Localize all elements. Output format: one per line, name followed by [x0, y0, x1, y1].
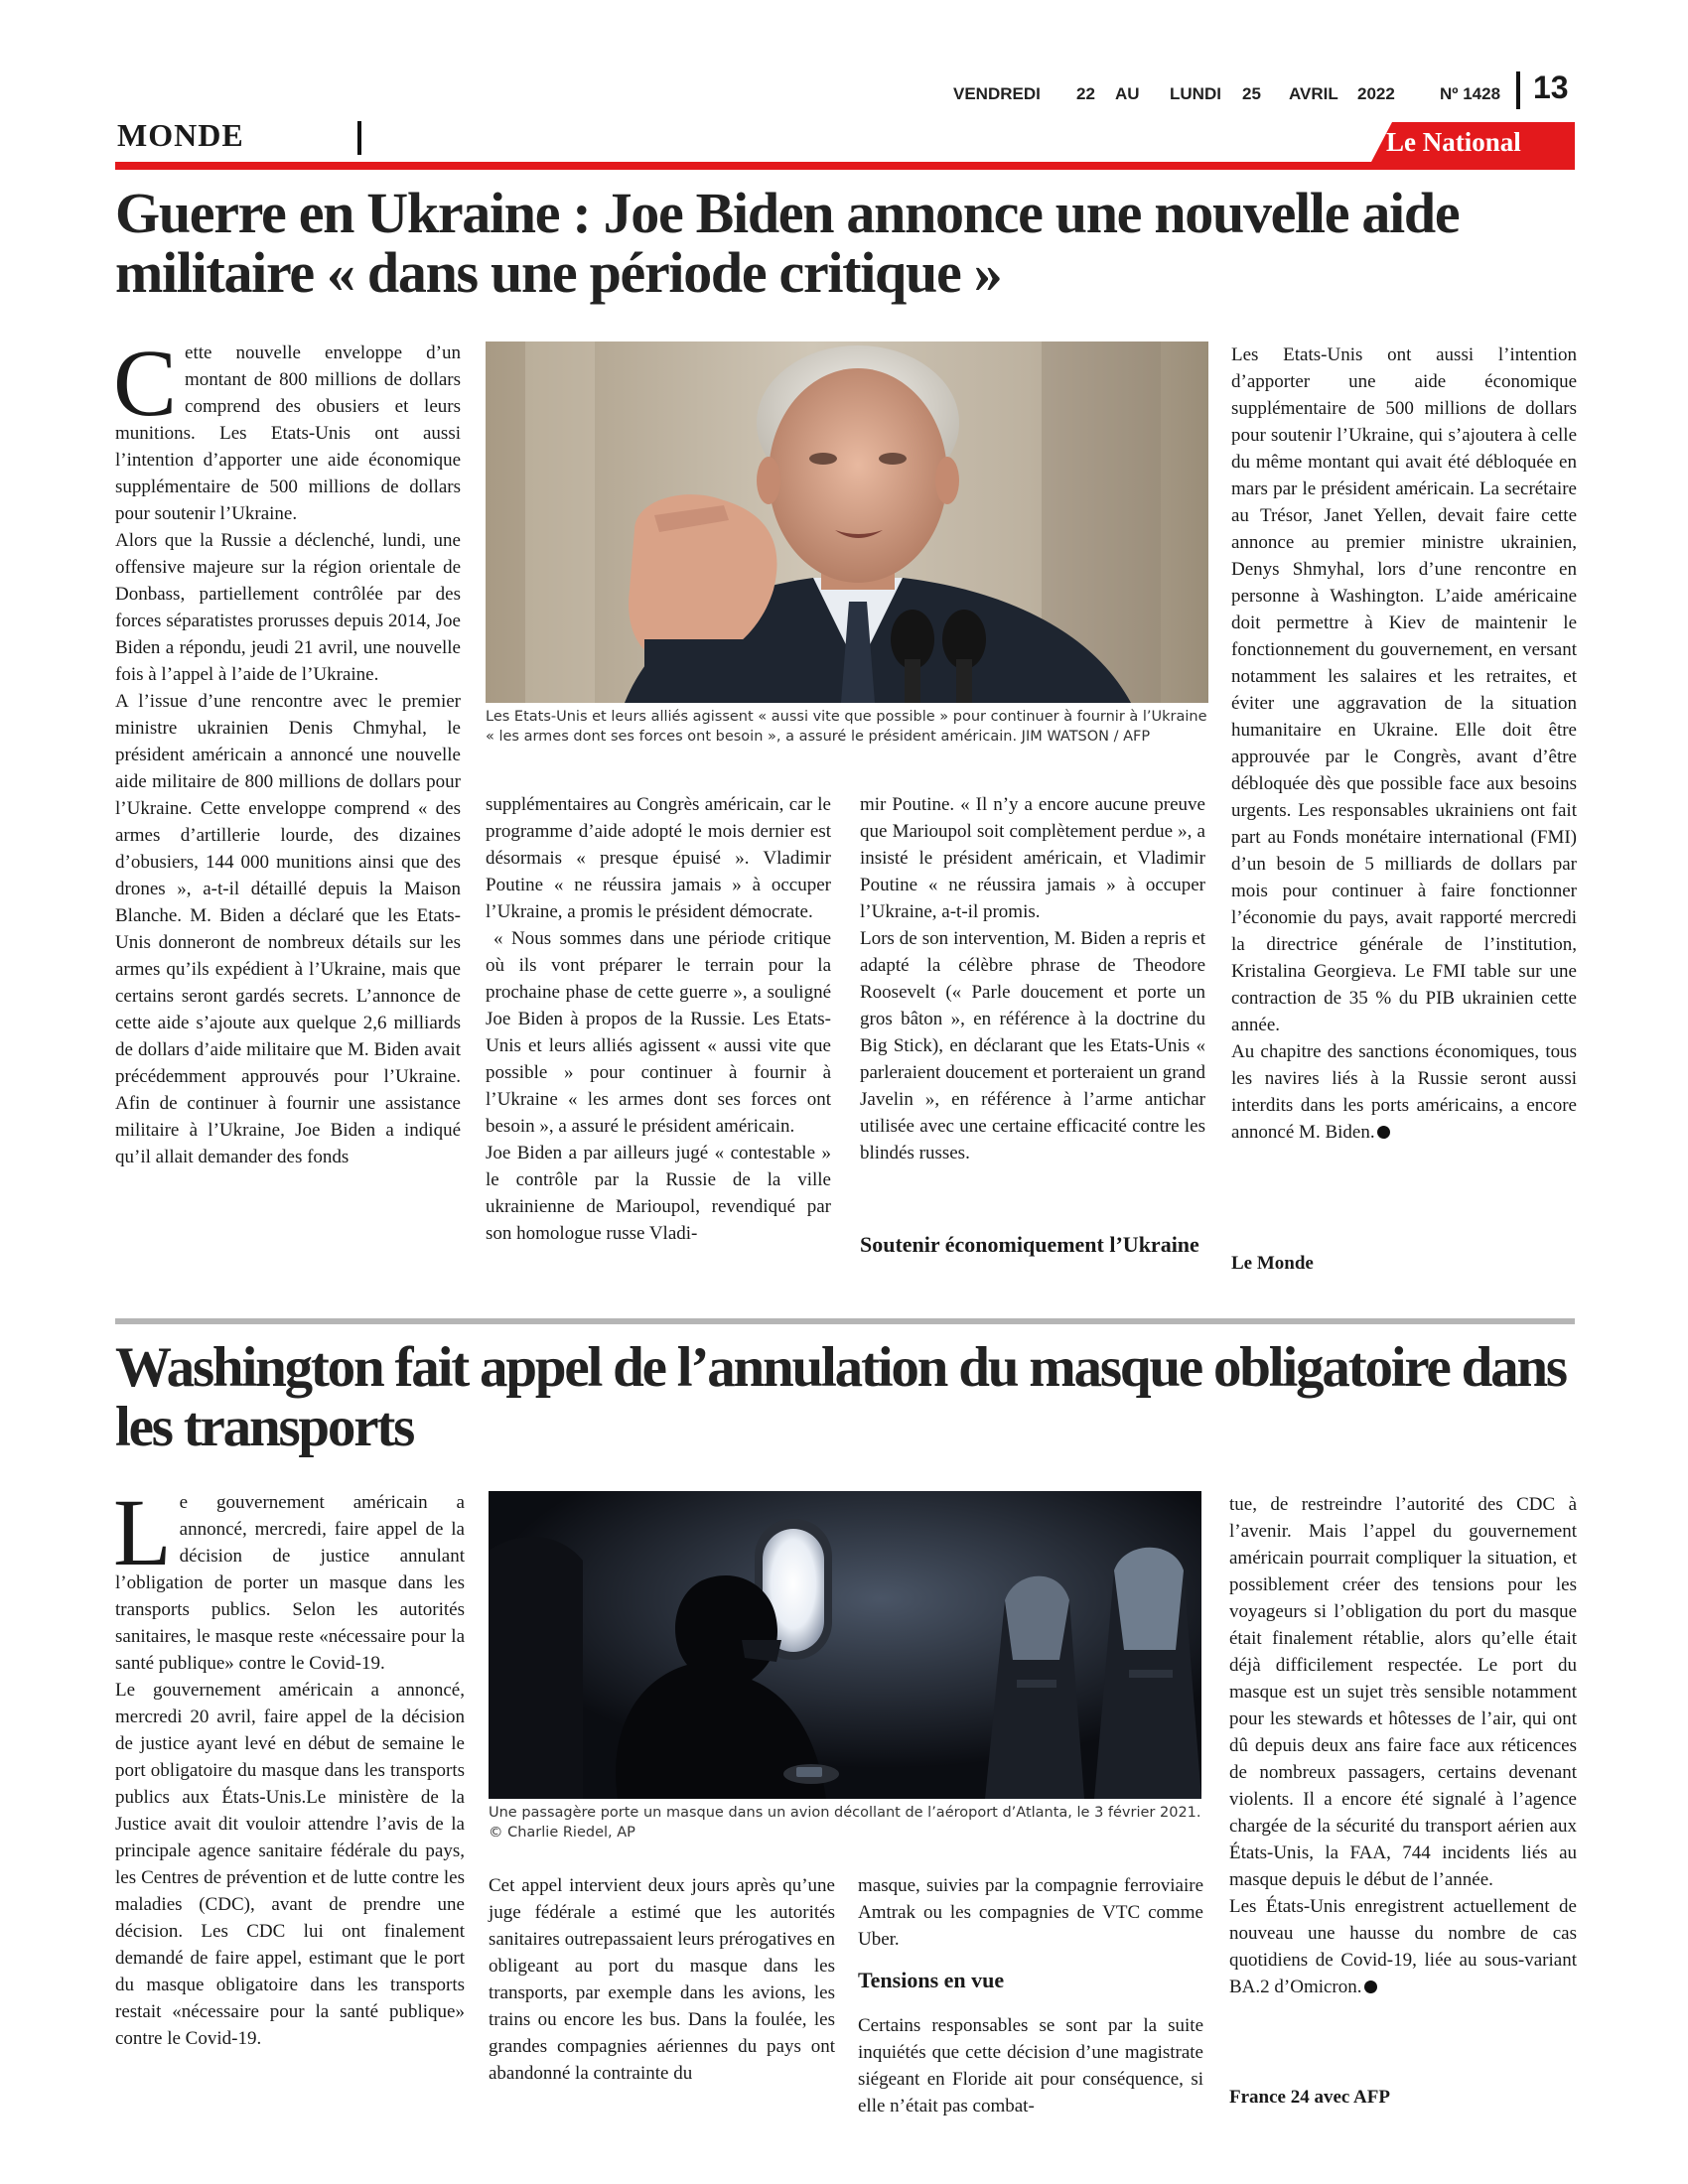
article2-column-3b	[858, 2012, 1203, 2119]
article2-col3-p1: masque, suivies par la compagnie ferroviaire Amtrak ou les compagnies de VTC comme Uber.	[858, 1875, 1203, 1950]
article2-col4-p2-text: Les États-Unis enregistrent actuellement de nouveau une hausse du nombre de cas quotidiens de Covid-19, liée au sous-variant BA.2 d’Omicron.	[1229, 1896, 1577, 1997]
article1-col1-p2: Alors que la Russie a déclenché, lundi, une offensive majeure sur la région orientale de Donbass, partiellement contrôlée par des forces séparatistes prorusses depuis 2014, Joe Biden a répondu, jeudi 21 avril, une nouvelle fois à l’appel à l’aide de l’Ukraine.	[115, 530, 461, 685]
article1-column-4	[1231, 341, 1577, 1146]
date-number-from: 22	[1076, 84, 1095, 103]
article1-photo-caption: Les Etats-Unis et leurs alliés agissent « aussi vite que possible » pour continuer à fournir à l’Ukraine « les armes dont ses forces ont besoin », a assuré le président américain. JIM WATSON / AFP	[486, 709, 1207, 745]
article2-column-4	[1229, 1491, 1577, 2000]
article1-col2-p3: Joe Biden a par ailleurs jugé « contestable » le contrôle par la Russie de la ville ukrainienne de Marioupol, revendiqué par son homologue russe Vladi-	[486, 1143, 831, 1244]
article1-col2-p1: supplémentaires au Congrès américain, car le programme d’aide adopté le mois dernier est désormais « presque épuisé ». Vladimir Poutine « ne réussira jamais » à occuper l’Ukraine, a promis le président démocrate.	[486, 794, 831, 922]
article1-subheading: Soutenir économiquement l’Ukraine	[860, 1232, 1199, 1257]
article1-col4-p1: Les Etats-Unis ont aussi l’intention d’apporter une aide économique supplémentaire de 500 millions de dollars pour soutenir l’Ukraine, qui s’ajoutera à celle du même montant qui avait été débloquée en mars par le président américain. La secrétaire au Trésor, Janet Yellen, devait faire cette annonce au premier ministre ukrainien, Denys Shmyhal, lors d’une rencontre en personne à Washington. L’aide américaine doit permettre à Kiev de maintenir le fonctionnement du gouvernement, en versant notamment les salaires et les retraites, et éviter une aggravation de la situation humanitaire en Ukraine. Elle doit être approuvée par le Congrès, avant d’être débloquée dès que possible face aux besoins urgents. Les responsables ukrainiens ont fait part au Fonds monétaire international (FMI) d’un besoin de 5 milliards de dollars par mois pour continuer à faire fonctionner l’économie du pays, avait rapporté mercredi la directrice générale de l’institution, Kristalina Georgieva. Le FMI table sur une contraction de 35 % du PIB ukrainien cette année.	[1231, 344, 1577, 1035]
article1-paragraph	[113, 330, 461, 527]
biden-photo	[486, 341, 1208, 703]
article2-col1-p2: Le gouvernement américain a annoncé, mercredi 20 avril, faire appel de la décision de justice ayant levé en début de semaine le port obligatoire du masque dans les transports publics aux États-Unis.Le ministère de la Justice avait dit vouloir attendre l’avis de la principale agence sanitaire fédérale du pays, les Centres de prévention et de lutte contre les maladies (CDC), avant de prendre une décision. Les CDC lui ont finalement demandé de faire appel, estimant que le port du masque obligatoire dans les transports restait «nécessaire pour la santé publique» contre le Covid-19.	[115, 1680, 465, 2049]
article1-col3-p2: Lors de son intervention, M. Biden a repris et adapté la célèbre phrase de Theodore Roosevelt (« Parle doucement et porte un gros bâton », en référence à la doctrine du Big Stick), en déclarant que les Etats-Unis « parleraient doucement et porteraient un grand Javelin », en référence à l’arme antichar utilisée avec une certaine efficacité contre les blindés russes.	[860, 928, 1205, 1163]
article2-photo-caption: Une passagère porte un masque dans un avion décollant de l’aéroport d’Atlanta, le 3 février 2021. © Charlie Riedel, AP	[489, 1805, 1201, 1841]
article1-dropcap: C	[113, 330, 178, 436]
article2-signature: France 24 avec AFP	[1229, 2087, 1390, 2108]
article2-column-1	[113, 1479, 465, 2052]
article1-col2-p2: « Nous sommes dans une période critique où ils vont préparer le terrain pour la prochaine phase de cette guerre », a souligné Joe Biden à propos de la Russie. Les Etats-Unis et leurs alliés agissent « aussi vite que possible » pour continuer à fournir à l’Ukraine « les armes dont ses forces ont besoin », a assuré le président américain.	[486, 928, 831, 1137]
page-number: 13	[1533, 69, 1569, 105]
article2-col4-p2	[1229, 1893, 1577, 2000]
date-month: AVRIL	[1289, 84, 1338, 103]
airplane-passenger-photo	[489, 1491, 1201, 1799]
date-day-to: LUNDI	[1170, 84, 1221, 103]
masthead-label: Le National	[1386, 127, 1521, 157]
article2-column-3	[858, 1872, 1203, 1953]
article2-col2-p1: Cet appel intervient deux jours après qu’une juge fédérale a estimé que les autorités sanitaires outrepassaient leurs prérogatives en obligeant au port du masque dans les transports, par exemple dans les avions, les trains ou encore les bus. Dans la foulée, les grandes compagnies aériennes du pays ont abandonné la contrainte du	[489, 1875, 835, 2084]
article1-col1-p1: ette nouvelle enveloppe d’un montant de 800 millions de dollars comprend des obusiers et leurs munitions. Les Etats-Unis ont aussi l’intention d’apporter une aide économique supplémentaire de 500 millions de dollars pour soutenir l’Ukraine.	[115, 342, 461, 524]
page-number-divider	[1516, 71, 1520, 109]
article2-subheading: Tensions en vue	[858, 1968, 1005, 1992]
article1-signature: Le Monde	[1231, 1253, 1314, 1274]
article1-column-1	[113, 330, 461, 1170]
article1-column-3	[860, 791, 1205, 1166]
article-separator	[115, 1318, 1575, 1324]
article1-column-2	[486, 791, 831, 1247]
article2-col3b-p1: Certains responsables se sont par la suite inquiétés que cette décision d’une magistrate siégeant en Floride ait pour conséquence, si elle n’était pas combat-	[858, 2015, 1203, 2116]
article2-headline: Washington fait appel de l’annulation du masque obligatoire dans les transports	[115, 1336, 1566, 1458]
issue-number: Nº 1428	[1440, 84, 1501, 103]
section-divider	[357, 121, 361, 155]
issue-date	[953, 84, 1509, 106]
article1-headline: Guerre en Ukraine : Joe Biden annonce une nouvelle aide militaire « dans une période critique »	[115, 181, 1460, 305]
article2-col1-p1: e gouvernement américain a annoncé, mercredi, faire appel de la décision de justice annulant l’obligation de porter un masque dans les transports publics. Selon les autorités sanitaires, le masque reste «nécessaire pour la santé publique» contre le Covid-19.	[115, 1492, 465, 1674]
end-of-article-icon	[1377, 1126, 1390, 1139]
end-of-article-icon	[1364, 1980, 1377, 1993]
date-day-from: VENDREDI	[953, 84, 1041, 103]
date-number-to: 25	[1242, 84, 1261, 103]
article1-col4-p2	[1231, 1038, 1577, 1146]
article2-col4-p1: tue, de restreindre l’autorité des CDC à l’avenir. Mais l’appel du gouvernement américain pourrait compliquer la situation, et possiblement créer des tensions pour les voyageurs si l’obligation du port du masque était finalement rétablie, alors qu’elle était déjà difficilement respectée. Le port du masque est un sujet très sensible notamment pour les stewards et hôtesses de l’air, qui ont dû depuis deux ans faire face aux réticences de nombreux passagers, certains devenant violents. Il a encore été signalé à l’agence chargée de la sécurité du transport aérien aux États-Unis, la FAA, 744 incidents liés au masque depuis le début de l’année.	[1229, 1494, 1577, 1890]
date-year: 2022	[1357, 84, 1395, 103]
section-title: MONDE	[117, 117, 244, 153]
date-au: AU	[1115, 84, 1140, 103]
article2-column-2	[489, 1872, 835, 2087]
article2-paragraph	[113, 1479, 465, 1677]
article1-col3-p1: mir Poutine. « Il n’y a encore aucune preuve que Marioupol soit complètement perdue », a insisté le président américain, et Vladimir Poutine « ne réussira jamais » à occuper l’Ukraine, a-t-il promis.	[860, 794, 1205, 922]
article2-dropcap: L	[113, 1479, 172, 1585]
header-rule	[115, 162, 1575, 170]
article1-col4-p2-text: Au chapitre des sanctions économiques, tous les navires liés à la Russie seront aussi interdits dans les ports américains, a encore annoncé M. Biden.	[1231, 1041, 1577, 1143]
article1-col1-p3: A l’issue d’une rencontre avec le premier ministre ukrainien Denis Chmyhal, le président américain a annoncé une nouvelle aide militaire de 800 millions de dollars pour l’Ukraine. Cette enveloppe comprend « des armes d’artillerie lourde, des dizaines d’obusiers, 144 000 munitions ainsi que des drones », a-t-il détaillé depuis la Maison Blanche. M. Biden a déclaré que les Etats-Unis donneront de nombreux détails sur les armes qu’ils expédient à l’Ukraine, mais que certains seront gardés secrets. L’annonce de cette aide s’ajoute aux quelque 2,6 milliards de dollars d’aide militaire que M. Biden avait précédemment approuvés pour l’Ukraine. Afin de continuer à fournir une assistance militaire à l’Ukraine, Joe Biden a indiqué qu’il allait demander des fonds	[115, 691, 461, 1167]
